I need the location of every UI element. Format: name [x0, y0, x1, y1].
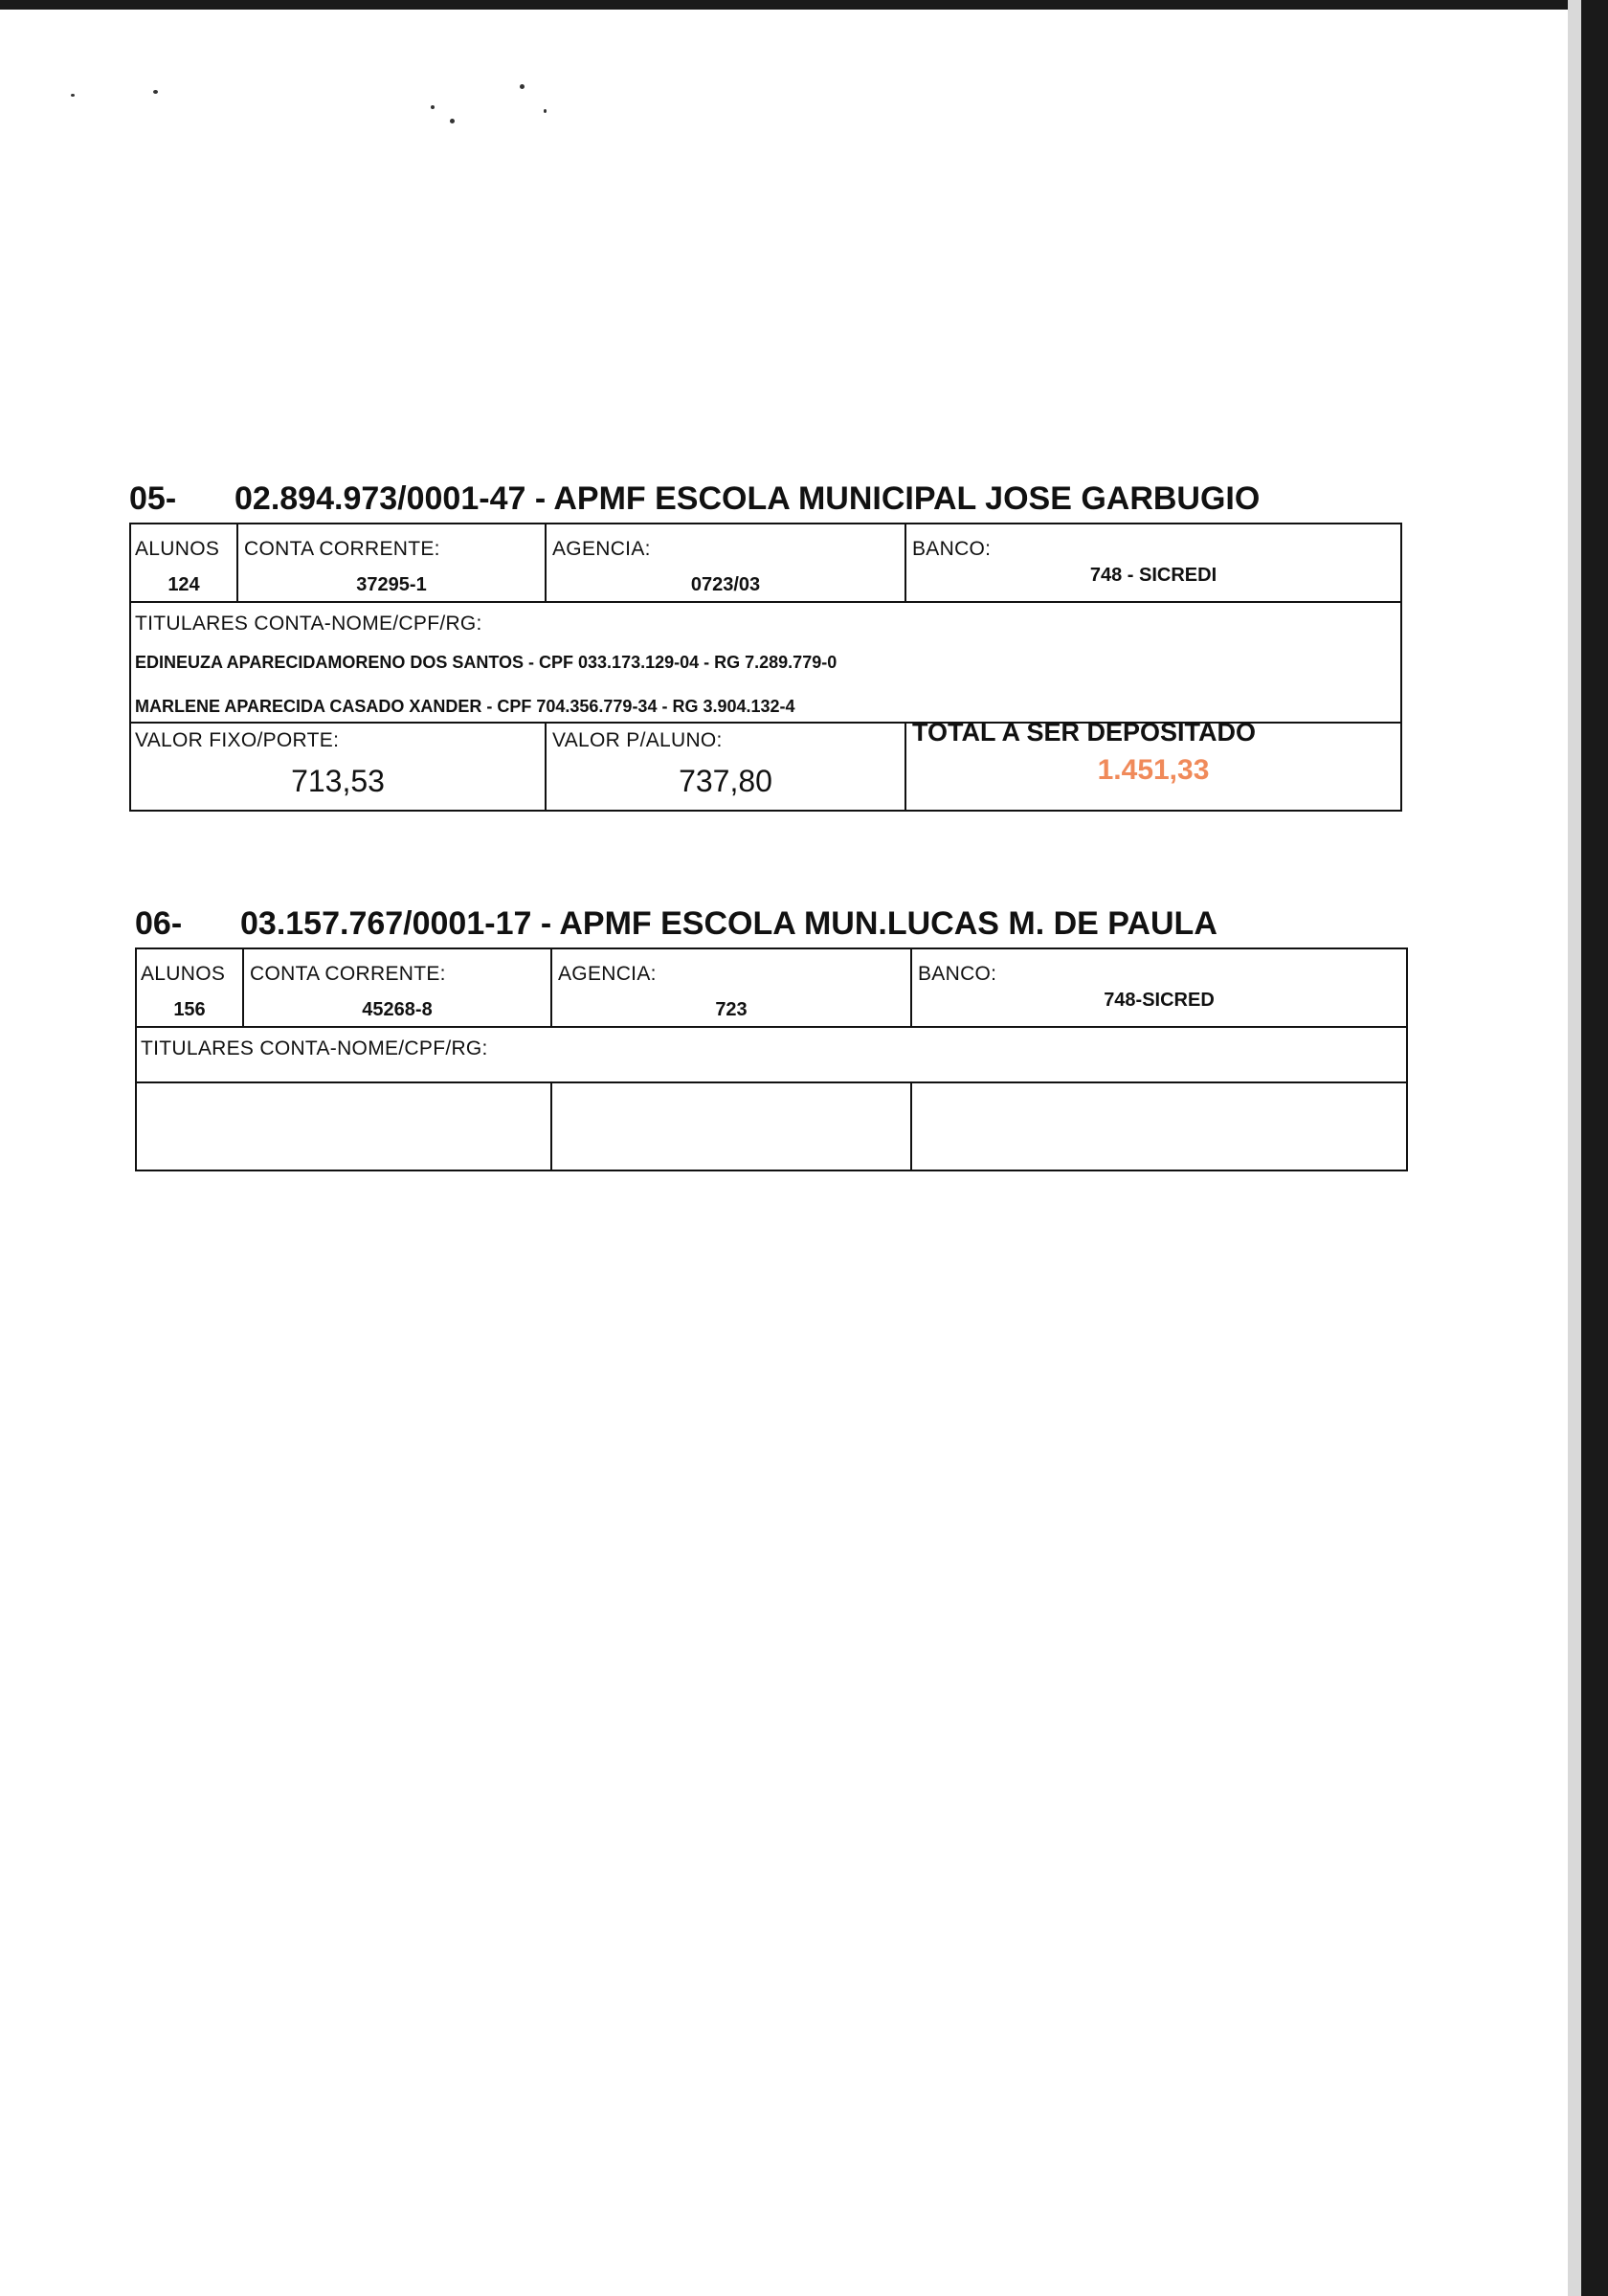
school-entry: [129, 475, 1402, 808]
scan-speck: [520, 84, 525, 89]
total-label: TOTAL A SER DEPOSITADO: [912, 718, 1257, 747]
entry-number: 06-: [135, 905, 183, 942]
holder-2: MARLENE APARECIDA CASADO XANDER - CPF 704.356.779-34 - RG 3.904.132-4: [135, 697, 795, 716]
agencia-value: 0723/03: [690, 574, 761, 595]
valor-fixo-label: VALOR FIXO/PORTE:: [135, 729, 340, 751]
entry-title: 02.894.973/0001-47 - APMF ESCOLA MUNICIPAL JOSE GARBUGIO: [234, 480, 1261, 517]
banco-value: 748 - SICREDI: [1089, 565, 1217, 586]
scan-speck: [544, 109, 547, 113]
scan-speck: [431, 105, 435, 109]
school-entry: [135, 900, 1408, 1233]
holder-1: EDINEUZA APARECIDAMORENO DOS SANTOS - CPF 033.173.129-04 - RG 7.289.779-0: [135, 653, 838, 672]
scan-top-border: [0, 0, 1608, 10]
entry-heading: [129, 475, 1402, 523]
conta-label: CONTA CORRENTE:: [250, 963, 446, 985]
banco-label: BANCO:: [912, 538, 992, 560]
entry-title: 03.157.767/0001-17 - APMF ESCOLA MUN.LUCAS M. DE PAULA: [240, 905, 1217, 942]
scan-speck: [71, 94, 75, 97]
agencia-label: AGENCIA:: [552, 538, 651, 560]
agencia-value: 723: [715, 999, 748, 1020]
valor-fixo-value: 713,53: [291, 764, 385, 798]
valor-aluno-value: 737,80: [679, 764, 772, 798]
entry-table: [129, 523, 1402, 812]
total-value: 1.451,33: [1097, 754, 1210, 786]
conta-label: CONTA CORRENTE:: [244, 538, 440, 560]
alunos-value: 124: [168, 574, 200, 595]
valor-aluno-label: VALOR P/ALUNO:: [552, 729, 723, 751]
banco-label: BANCO:: [918, 963, 997, 985]
entry-table: [135, 947, 1408, 1171]
conta-value: 37295-1: [356, 574, 427, 595]
entry-heading: [135, 900, 1408, 947]
scan-speck: [450, 119, 455, 123]
scan-speck: [153, 90, 158, 94]
entry-number: 05-: [129, 480, 177, 517]
banco-value: 748-SICRED: [1104, 990, 1215, 1011]
titulares-label: TITULARES CONTA-NOME/CPF/RG:: [135, 613, 482, 635]
conta-value: 45268-8: [362, 999, 433, 1020]
agencia-label: AGENCIA:: [558, 963, 657, 985]
alunos-label: ALUNOS: [135, 538, 220, 560]
alunos-value: 156: [173, 999, 206, 1020]
alunos-label: ALUNOS: [141, 963, 226, 985]
scan-right-shadow: [1568, 0, 1581, 2296]
scan-right-border: [1581, 0, 1608, 2296]
titulares-label: TITULARES CONTA-NOME/CPF/RG:: [141, 1037, 488, 1059]
